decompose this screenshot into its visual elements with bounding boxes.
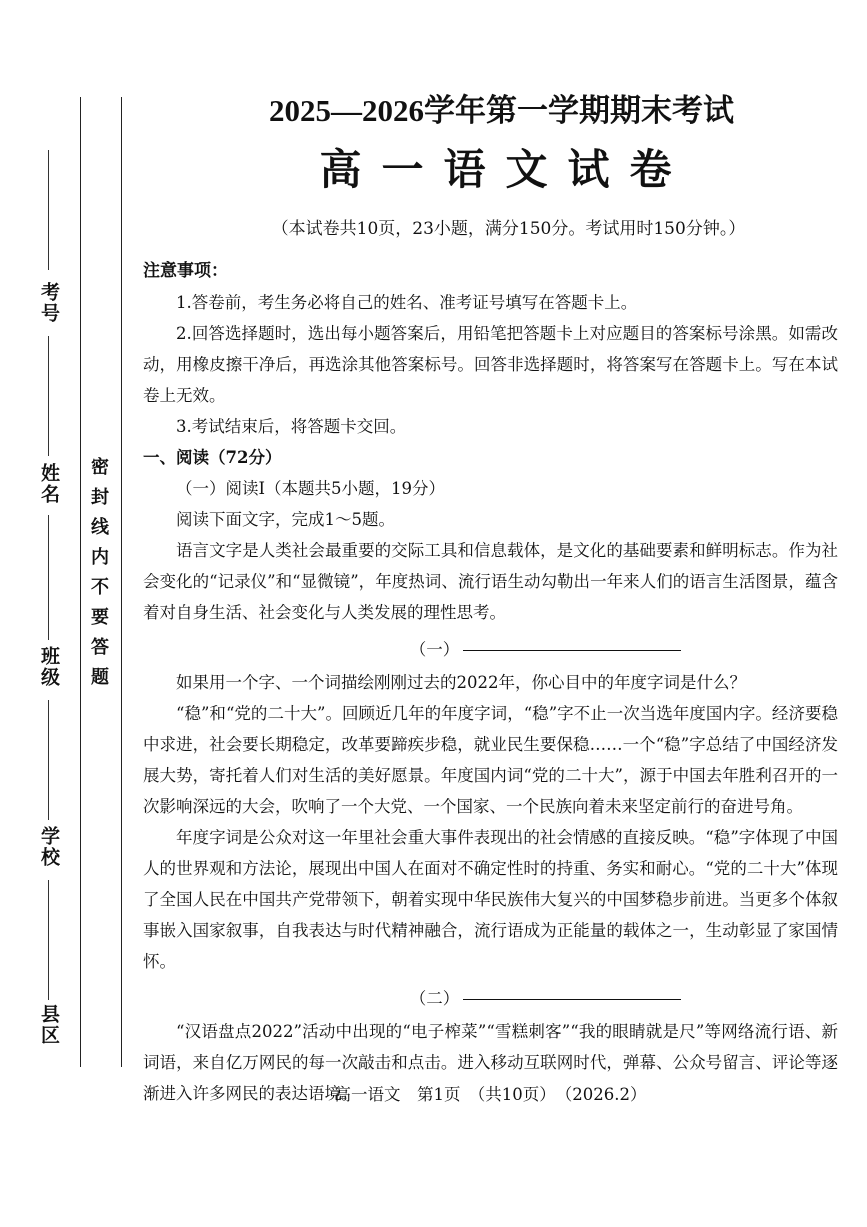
school-blank[interactable] bbox=[48, 700, 49, 820]
passage-paragraph: “稳”和“党的二十大”。回顾近几年的年度字词，“稳”字不止一次当选年度国内字。经济要稳中求进，社会要长期稳定，改革要蹄疾步稳，就业民生要保稳……一个“稳”字总结了中国经济发展大势，寄托着人们对生活的美好愿景。年度国内词“党的二十大”，源于中国去年胜利召开的一次影响深远的大会，吹响了一个大党、一个国家、一个民族向着未来坚定前行的奋进号角。 bbox=[143, 704, 838, 817]
part-one-title bbox=[143, 634, 838, 665]
note-item: 3.考试结束后，将答题卡交回。 bbox=[176, 417, 407, 437]
school-label: 学校 bbox=[38, 826, 60, 868]
binding-area bbox=[0, 0, 122, 1227]
name-label: 姓名 bbox=[38, 463, 60, 505]
notes-title: 注意事项： bbox=[143, 261, 228, 282]
part-two-title-blank[interactable] bbox=[463, 985, 681, 1000]
subject-title: 高一语文试卷 bbox=[319, 145, 692, 195]
name-blank[interactable] bbox=[48, 336, 49, 456]
class-label: 班级 bbox=[38, 646, 60, 688]
passage-paragraph: 如果用一个字、一个词描绘刚刚过去的2022年，你心目中的年度字词是什么？ bbox=[176, 673, 746, 693]
part-one-label: （一） bbox=[409, 640, 460, 660]
exam-content bbox=[143, 92, 838, 1109]
binding-line-inner bbox=[121, 97, 122, 1067]
part-two-label: （二） bbox=[409, 989, 460, 1009]
county-blank[interactable] bbox=[48, 880, 49, 1000]
section-heading: 一、阅读（72分） bbox=[143, 448, 282, 468]
reading-instruction: 阅读下面文字，完成1～5题。 bbox=[176, 510, 395, 530]
binding-line-outer bbox=[80, 97, 81, 1067]
passage-paragraph: 年度字词是公众对这一年里社会重大事件表现出的社会情感的直接反映。“稳”字体现了中国人的世界观和方法论，展现出中国人在面对不确定性时的持重、务实和耐心。“党的二十大”体现了全国人民在中国共产党带领下，朝着实现中华民族伟大复兴的中国梦稳步前进。当更多个体叙事嵌入国家叙事，自我表达与时代精神融合，流行语成为正能量的载体之一，生动彰显了家国情怀。 bbox=[143, 828, 838, 972]
exam-number-label: 考号 bbox=[38, 282, 60, 324]
note-item: 2.回答选择题时，选出每小题答案后，用铅笔把答题卡上对应题目的答案标号涂黑。如需改动，用橡皮擦干净后，再选涂其他答案标号。回答非选择题时，将答案写在答题卡上。写在本试卷上无效。 bbox=[143, 324, 838, 406]
passage-paragraph: “汉语盘点2022”活动中出现的“电子榨菜”“雪糕刺客”“我的眼睛就是尺”等网络流行语、新词语，来自亿万网民的每一次敲击和点击。进入移动互联网时代，弹幕、公众号留言、评论等逐渐进入许多网民的表达语境。 bbox=[143, 1022, 838, 1104]
county-label: 县区 bbox=[38, 1004, 60, 1046]
class-blank[interactable] bbox=[48, 515, 49, 640]
note-item: 1.答卷前，考生务必将自己的姓名、准考证号填写在答题卡上。 bbox=[176, 293, 638, 313]
seal-line-notice: 密封线内不要答题 bbox=[88, 457, 109, 697]
page-footer: 高一语文 第1页 （共10页） （2026.2） bbox=[334, 1085, 647, 1104]
exam-title: 2025—2026学年第一学期期末考试 bbox=[269, 93, 734, 128]
part-one-title-blank[interactable] bbox=[463, 636, 681, 651]
subsection-heading: （一）阅读Ⅰ（本题共5小题，19分） bbox=[176, 479, 446, 499]
exam-info: （本试卷共10页，23小题，满分150分。考试用时150分钟。） bbox=[271, 219, 746, 240]
part-two-title bbox=[143, 983, 838, 1014]
intro-paragraph: 语言文字是人类社会最重要的交际工具和信息载体，是文化的基础要素和鲜明标志。作为社会变化的“记录仪”和“显微镜”，年度热词、流行语生动勾勒出一年来人们的语言生活图景，蕴含着对自身生活、社会变化与人类发展的理性思考。 bbox=[143, 541, 838, 623]
exam-number-blank[interactable] bbox=[48, 150, 49, 270]
